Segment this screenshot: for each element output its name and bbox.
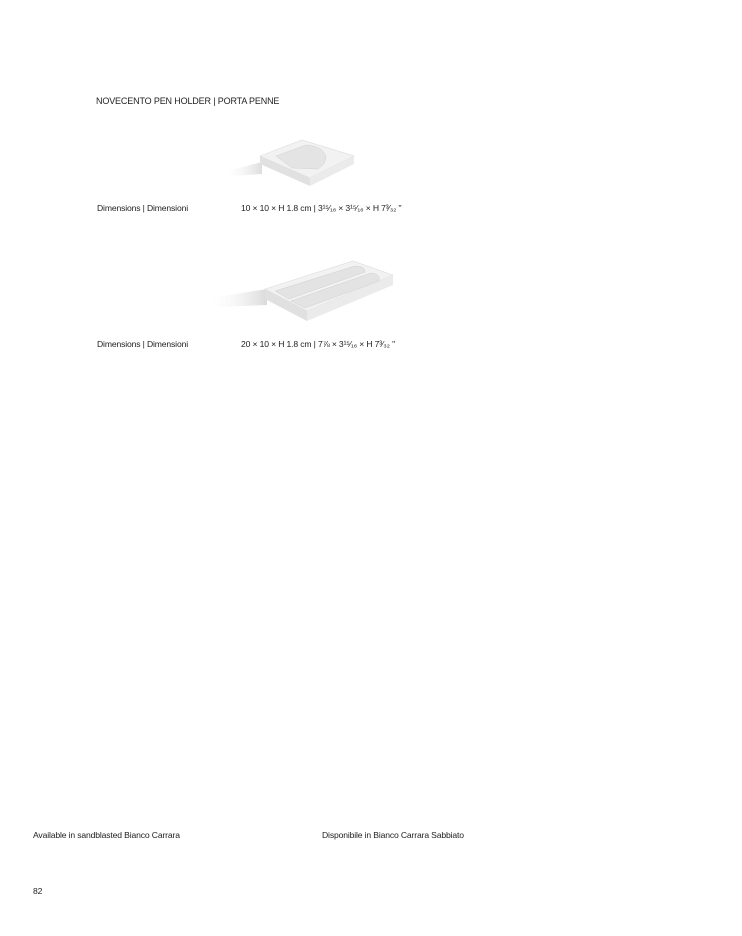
rectangular-pen-holder-image <box>205 253 400 331</box>
square-pen-holder-image <box>222 134 362 194</box>
dimensions-value: 10 × 10 × H 1.8 cm | 3¹⁵⁄₁₆ × 3¹⁵⁄₁₆ × H 7³⁄₃₂ " <box>241 203 402 213</box>
dimensions-label: Dimensions | Dimensioni <box>97 203 188 213</box>
dimensions-value: 20 × 10 × H 1.8 cm | 7⅞ × 3¹⁵⁄₁₆ × H 7³⁄₃₂ " <box>241 339 395 349</box>
page-number: 82 <box>33 886 43 896</box>
product-shadow <box>205 289 267 307</box>
page-title: NOVECENTO PEN HOLDER | PORTA PENNE <box>96 96 280 106</box>
availability-text-english: Available in sandblasted Bianco Carrara <box>33 830 180 840</box>
availability-text-italian: Disponibile in Bianco Carrara Sabbiato <box>322 830 464 840</box>
product-shadow <box>222 162 262 176</box>
dimensions-label: Dimensions | Dimensioni <box>97 339 188 349</box>
